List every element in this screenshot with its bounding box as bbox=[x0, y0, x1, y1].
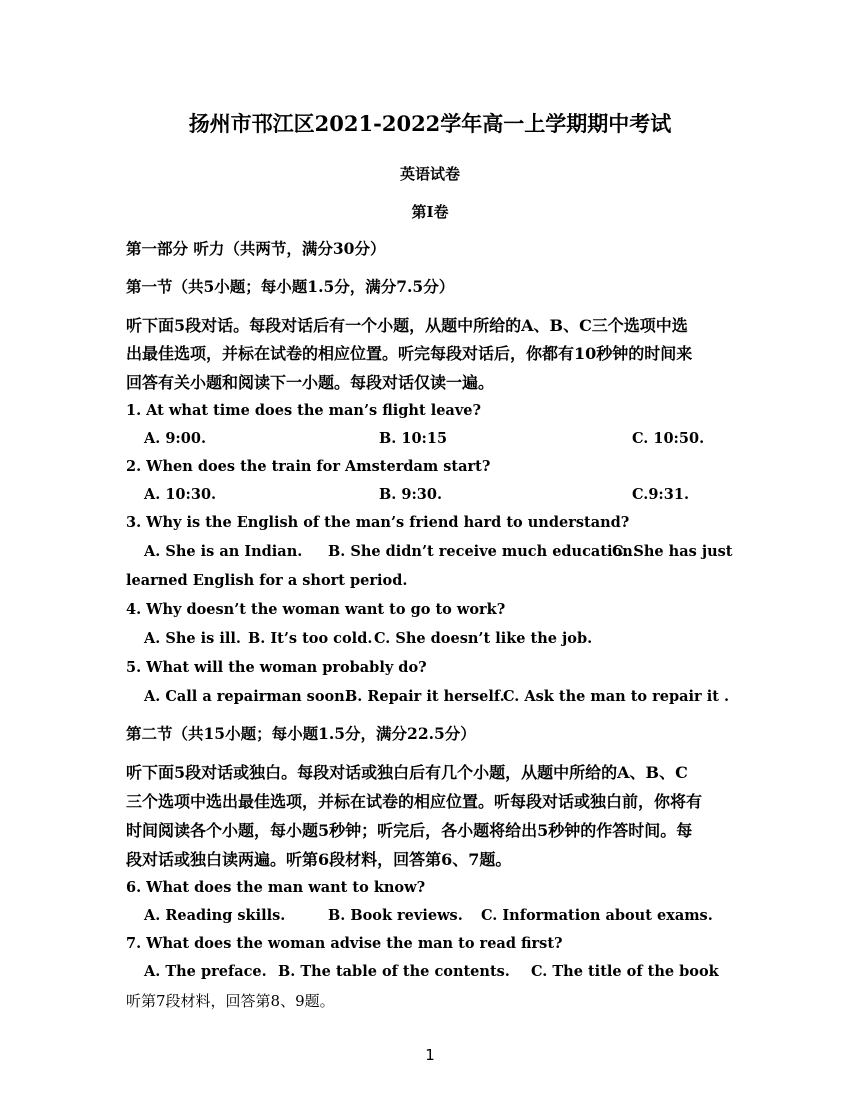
question-3: 3. Why is the English of the man’s friend hard to understand? bbox=[126, 514, 630, 531]
q4-option-a: A. She is ill. bbox=[144, 630, 241, 647]
section2-instruction-line: 段对话或独白读两遍。听第6段材料，回答第6、7题。 bbox=[126, 850, 512, 869]
volume-label: 第I卷 bbox=[411, 203, 449, 221]
section2-instruction-line: 时间阅读各个小题，每小题5秒钟；听完后，各小题将给出5秒钟的作答时间。每 bbox=[126, 821, 693, 840]
paper-subtitle: 英语试卷 bbox=[399, 165, 460, 183]
q3-option-b: B. She didn’t receive much education. bbox=[328, 543, 638, 560]
q6-option-a: A. Reading skills. bbox=[144, 907, 286, 924]
page-number: 1 bbox=[425, 1046, 435, 1064]
q7-option-a: A. The preface. bbox=[144, 963, 267, 980]
q7-option-b: B. The table of the contents. bbox=[278, 963, 510, 980]
question-1: 1. At what time does the man’s flight leave? bbox=[126, 402, 481, 419]
section1-instruction-line: 回答有关小题和阅读下一小题。每段对话仅读一遍。 bbox=[126, 373, 495, 392]
q7-option-c: C. The title of the book bbox=[531, 963, 719, 980]
section1-instruction-line: 听下面5段对话。每段对话后有一个小题，从题中所给的A、B、C三个选项中选 bbox=[126, 316, 688, 335]
section1-heading: 第一节（共5小题；每小题1.5分，满分7.5分） bbox=[126, 277, 455, 296]
q3-option-c: C. She has just bbox=[612, 543, 733, 560]
q1-option-c: C. 10:50. bbox=[632, 430, 705, 447]
q1-option-b: B. 10:15 bbox=[379, 430, 448, 447]
q4-option-c: C. She doesn’t like the job. bbox=[374, 630, 593, 647]
q5-option-b: B. Repair it herself. bbox=[345, 688, 505, 705]
q2-option-a: A. 10:30. bbox=[144, 486, 217, 503]
section2-heading: 第二节（共15小题；每小题1.5分，满分22.5分） bbox=[126, 724, 476, 743]
section2-instruction-line: 听下面5段对话或独白。每段对话或独白后有几个小题，从题中所给的A、B、C bbox=[126, 763, 688, 782]
question-5: 5. What will the woman probably do? bbox=[126, 659, 427, 676]
q3-option-a: A. She is an Indian. bbox=[144, 543, 303, 560]
q3-option-c-continuation: learned English for a short period. bbox=[126, 572, 408, 589]
q2-option-c: C.9:31. bbox=[632, 486, 690, 503]
question-7: 7. What does the woman advise the man to read first? bbox=[126, 935, 563, 952]
part1-heading: 第一部分 听力（共两节，满分30分） bbox=[126, 239, 386, 258]
q4-option-b: B. It’s too cold. bbox=[248, 630, 373, 647]
q2-option-b: B. 9:30. bbox=[379, 486, 443, 503]
section2-instruction-line: 三个选项中选出最佳选项，并标在试卷的相应位置。听每段对话或独白前，你将有 bbox=[126, 792, 703, 811]
question-6: 6. What does the man want to know? bbox=[126, 879, 426, 896]
question-4: 4. Why doesn’t the woman want to go to work? bbox=[126, 601, 506, 618]
page-title: 扬州市邗江区2021-2022学年高一上学期期中考试 bbox=[188, 111, 672, 136]
q5-option-c: C. Ask the man to repair it . bbox=[503, 688, 730, 705]
q6-option-b: B. Book reviews. bbox=[328, 907, 463, 924]
next-material-note: 听第7段材料，回答第8、9题。 bbox=[126, 992, 335, 1010]
q6-option-c: C. Information about exams. bbox=[481, 907, 713, 924]
question-2: 2. When does the train for Amsterdam start? bbox=[126, 458, 491, 475]
q1-option-a: A. 9:00. bbox=[144, 430, 207, 447]
section1-instruction-line: 出最佳选项，并标在试卷的相应位置。听完每段对话后，你都有10秒钟的时间来 bbox=[126, 344, 693, 363]
q5-option-a: A. Call a repairman soon. bbox=[144, 688, 350, 705]
